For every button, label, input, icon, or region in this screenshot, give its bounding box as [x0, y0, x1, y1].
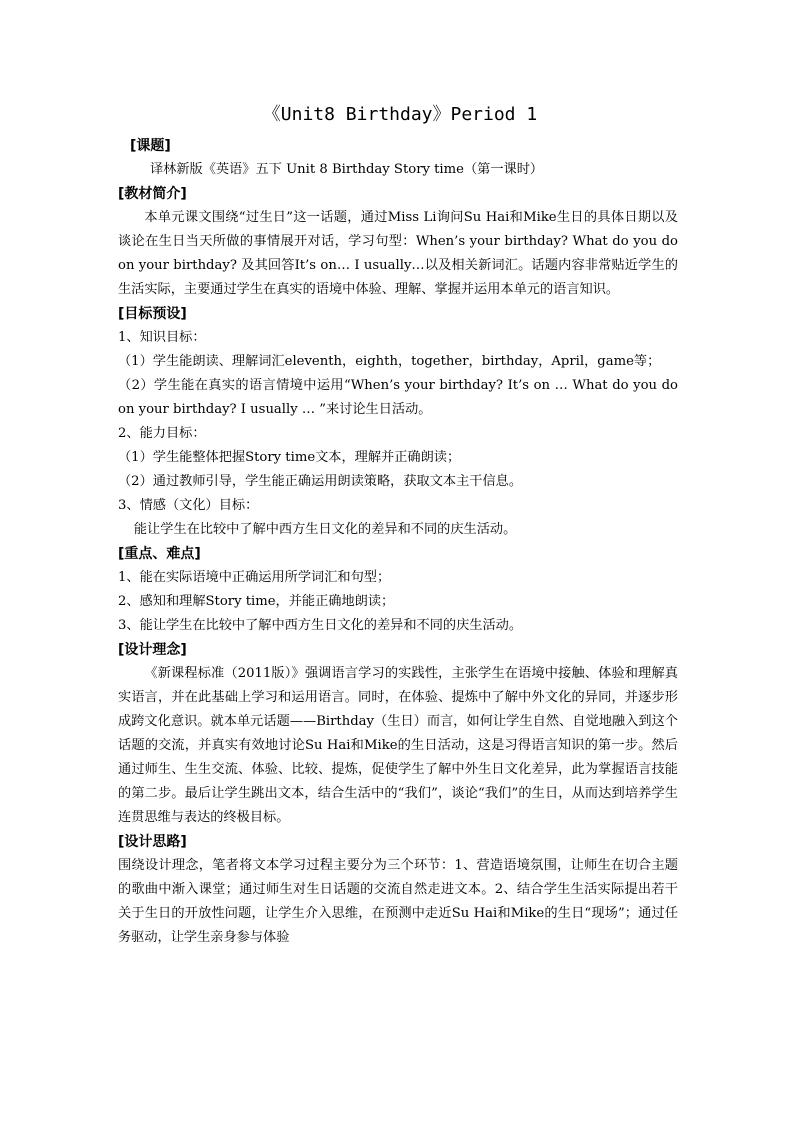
emotion-goal-title: 3、情感（文化）目标： [118, 498, 259, 513]
approach-text: 围绕设计理念，笔者将文本学习过程主要分为三个环节：1、营造语境氛围，让师生在切合主题的歌曲中渐入课堂；通过师生对生日话题的交流自然走进文本。2、结合学生生活实际提出若干关于生日的开放性问题，让学生介入思维，在预测中走近Su Hai和Mike的生日“现场”；通过任务驱动，让学生亲身参与体验 [118, 858, 678, 945]
document-title: 《Unit8 Birthday》Period 1 [262, 104, 538, 125]
goals-heading: [目标预设] [118, 306, 187, 322]
key-points-heading: [重点、难点] [118, 546, 201, 562]
document-page [118, 100, 678, 950]
topic-text: 译林新版《英语》五下 Unit 8 Birthday Story time（第一课时） [150, 162, 544, 177]
knowledge-goal-title: 1、知识目标： [118, 330, 206, 345]
knowledge-goal-1: （1）学生能朗读、理解词汇eleventh，eighth，together，birthday，April，game等； [118, 354, 661, 369]
concept-text: 《新课程标准（2011版）》强调语言学习的实践性，主张学生在语境中接触、体验和理解真实语言，并在此基础上学习和运用语言。同时，在体验、提炼中了解中外文化的异同，并逐步形成跨文化意识。就本单元话题——Birthday（生日）而言，如何让学生自然、自觉地融入到这个话题的交流，并真实有效地讨论Su Hai和Mike的生日活动，这是习得语言知识的第一步。然后通过师生、生生交流、体验、比较、提炼，促使学生了解中外生日文化差异，此为掌握语言技能的第二步。最后让学生跳出文本，结合生活中的“我们”，谈论“我们”的生日，从而达到培养学生连贯思维与表达的终极目标。 [118, 666, 678, 825]
ability-goal-1: （1）学生能整体把握Story time文本，理解并正确朗读； [118, 450, 461, 465]
ability-goal-2: （2）通过教师引导，学生能正确运用朗读策略，获取文本主干信息。 [118, 474, 523, 489]
key-point-2: 2、感知和理解Story time，并能正确地朗读； [118, 594, 395, 609]
topic-heading: [课题] [130, 138, 171, 154]
ability-goal-title: 2、能力目标： [118, 426, 206, 441]
concept-heading: [设计理念] [118, 642, 187, 658]
approach-heading: [设计思路] [118, 834, 187, 850]
key-point-1: 1、能在实际语境中正确运用所学词汇和句型； [118, 570, 391, 585]
knowledge-goal-2: （2）学生能在真实的语言情境中运用“When’s your birthday? It’s on … What do you do on your birthday? I usually … ”来讨论生日活动。 [118, 378, 678, 417]
emotion-goal-1: 能让学生在比较中了解中西方生日文化的差异和不同的庆生活动。 [133, 522, 517, 537]
intro-text: 本单元课文围绕“过生日”这一话题，通过Miss Li询问Su Hai和Mike生日的具体日期以及谈论在生日当天所做的事情展开对话，学习句型：When’s your birthday? What do you do on your birthday? 及其回答It’s on… I usually…以及相关新词汇。话题内容非常贴近学生的生活实际，主要通过学生在真实的语境中体验、理解、掌握并运用本单元的语言知识。 [118, 210, 678, 297]
key-point-3: 3、能让学生在比较中了解中西方生日文化的差异和不同的庆生活动。 [118, 618, 523, 633]
intro-heading: [教材简介] [118, 186, 187, 202]
